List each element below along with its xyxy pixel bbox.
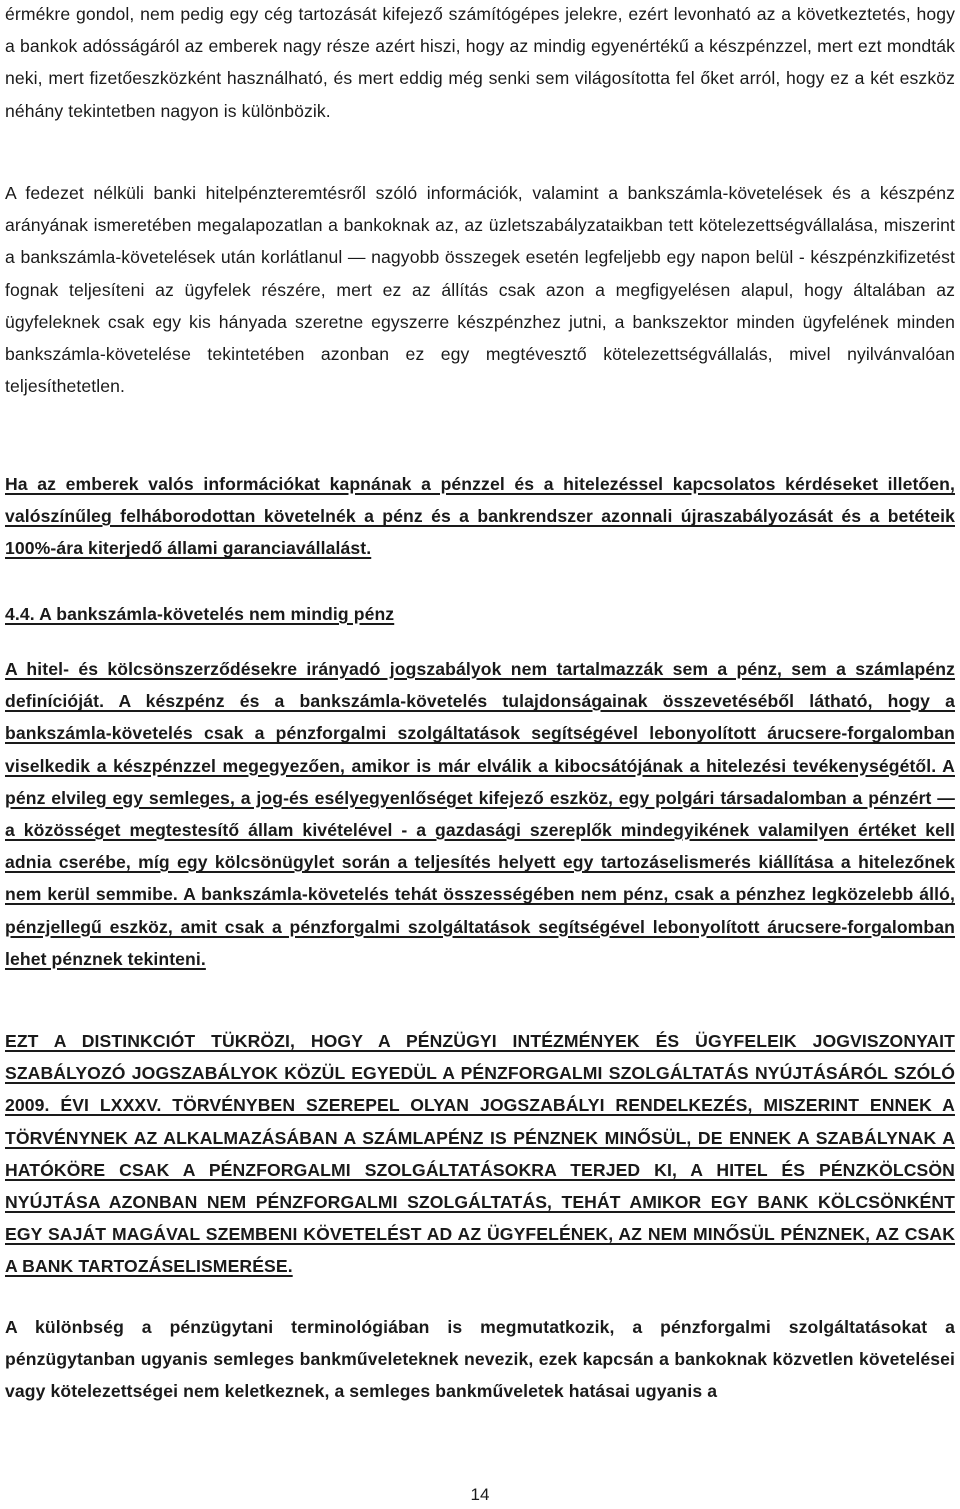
paragraph-unsecured-credit: A fedezet nélküli banki hitelpénzteremtésről szóló információk, valamint a bankszámla-követelések és a készpénz arányának ismeretében megalapozatlan a bankoknak az, az üzletszabályzataikban tett kötelezettségvállalása, miszerint a bankszámla-követelések után korlátlanul — nagyobb összegek esetén legfeljebb egy napon belül - készpénzkifizetést fognak teljesíteni az ügyfelek részére, mert ez az állítás csak azon a megfigyelésen alapul, hogy általában az ügyfeleknek csak egy kis hányada szeretne egyszerre készpénzhez jutni, a bankszektor minden ügyfelének minden bankszámla-követelése tekintetében azonban ez egy megtévesztő kötelezettségvállalás, mivel nyilvánvalóan teljesíthetetlen.	[5, 183, 955, 397]
paragraph-emphasis-regulation: Ha az emberek valós információkat kapnának a pénzzel és a hitelezéssel kapcsolatos kérdéseket illetően, valószínűleg felháborodottan követelnék a pénz és a bankrendszer azonnali újraszabályozását és a betéteik 100%-ára kiterjedő állami garanciavállalást.	[5, 474, 955, 559]
section-heading-4-4: 4.4. A bankszámla-követelés nem mindig pénz	[5, 604, 395, 624]
paragraph-uppercase-distinction: EZT A DISTINKCIÓT TÜKRÖZI, HOGY A PÉNZÜGYI INTÉZMÉNYEK ÉS ÜGYFELEIK JOGVISZONYAIT SZABÁLYOZÓ JOGSZABÁLYOK KÖZÜL EGYEDÜL A PÉNZFORGALMI SZOLGÁLTATÁS NYÚJTÁSÁRÓL SZÓLÓ 2009. ÉVI LXXXV. TÖRVÉNYBEN SZEREPEL OLYAN JOGSZABÁLYI RENDELKEZÉS, MISZERINT ENNEK A TÖRVÉNYNEK AZ ALKALMAZÁSÁBAN A SZÁMLAPÉNZ IS PÉNZNEK MINŐSÜL, DE ENNEK A SZABÁLYNAK A HATÓKÖRE CSAK A PÉNZFORGALMI SZOLGÁLTATÁSOKRA TERJED KI, A HITEL ÉS PÉNZKÖLCSÖN NYÚJTÁSA AZONBAN NEM PÉNZFORGALMI SZOLGÁLTATÁS, TEHÁT AMIKOR EGY BANK KÖLCSÖNKÉNT EGY SAJÁT MAGÁVAL SZEMBENI KÖVETELÉST AD AZ ÜGYFELÉNEK, AZ NEM MINŐSÜL PÉNZNEK, AZ CSAK A BANK TARTOZÁSELISMERÉSE.	[5, 1031, 955, 1277]
paragraph-intro-continuation: érmékre gondol, nem pedig egy cég tartozását kifejező számítógépes jelekre, ezért levonható az a következtetés, hogy a bankok adósságáról az emberek nagy része azért hiszi, hogy az mindig egyenértékű a készpénzzel, mert ezt mondták neki, mert fizetőeszközként használható, és mert eddig még senki sem világosította fel őket arról, hogy ez a két eszköz néhány tekintetben nagyon is különbözik.	[5, 4, 955, 121]
paragraph-terminology: A különbség a pénzügytani terminológiában is megmutatkozik, a pénzforgalmi szolgáltatásokat a pénzügytanban ugyanis semleges bankműveleteknek nevezik, ezek kapcsán a bankoknak közvetlen követelései vagy kötelezettségei nem keletkeznek, a semleges bankműveletek hatásai ugyanis a	[5, 1317, 955, 1402]
paragraph-account-claim-not-money: A hitel- és kölcsönszerződésekre irányadó jogszabályok nem tartalmazzák sem a pénz, sem a számlapénz definícióját. A készpénz és a bankszámla-követelés tulajdonságainak összevetéséből látható, hogy a bankszámla-követelés csak a pénzforgalmi szolgáltatások segítségével lebonyolított árucsere-forgalomban viselkedik a készpénzzel megegyezően, amikor is már elválik a kibocsátójának a hitelezési tevékenységétől. A pénz elvileg egy semleges, a jog-és esélyegyenlőséget kifejező eszköz, egy polgári társadalomban a pénzért — a közösséget megtestesítő állam kivételével - a gazdasági szereplők mindegyikének valamilyen értéket kell adnia cserébe, míg egy kölcsönügylet során a teljesítés helyett egy tartozáselismerés kiállítása a hitelezőnek nem kerül semmibe. A bankszámla-követelés tehát összességében nem pénz, csak a pénzhez legközelebb álló, pénzjellegű eszköz, amit csak a pénzforgalmi szolgáltatások segítségével lebonyolított árucsere-forgalomban lehet pénznek tekinteni.	[5, 659, 955, 969]
page-number: 14	[470, 1485, 490, 1504]
